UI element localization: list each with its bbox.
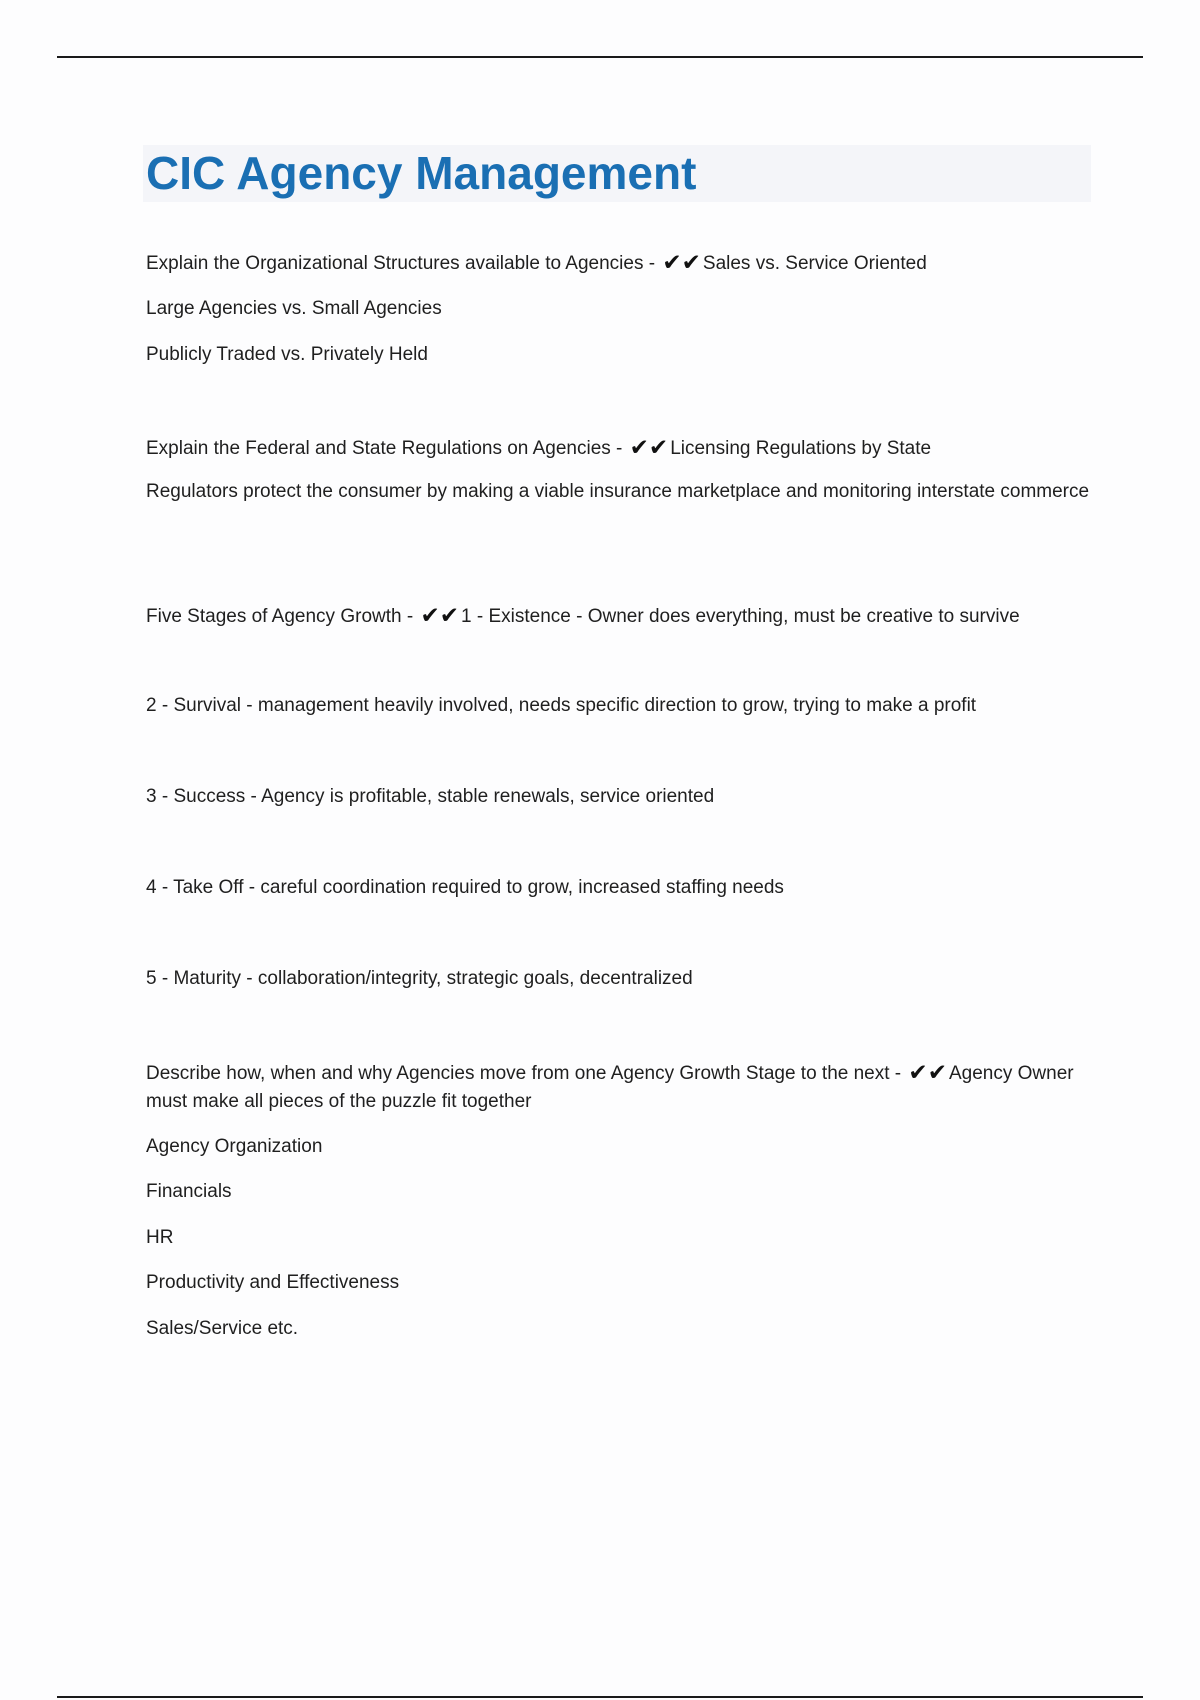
question-text: Describe how, when and why Agencies move from one Agency Growth Stage to the next - xyxy=(146,1063,902,1084)
answer-line: Regulators protect the consumer by making a viable insurance marketplace and monitoring interstate commerce xyxy=(146,481,1090,502)
bottom-rule xyxy=(57,1696,1143,1698)
double-check-icon: ✔✔ xyxy=(662,249,701,275)
answer-line: Agency Organization xyxy=(146,1136,323,1157)
question-growth-stages xyxy=(146,600,1020,632)
question-stage-transition xyxy=(146,1058,1096,1116)
answer-line: 4 - Take Off - careful coordination required to grow, increased staffing needs xyxy=(146,877,784,898)
answer-line: Large Agencies vs. Small Agencies xyxy=(146,298,442,319)
answer-line: Publicly Traded vs. Privately Held xyxy=(146,344,428,365)
answer-line: 3 - Success - Agency is profitable, stable renewals, service oriented xyxy=(146,786,715,807)
question-text: Explain the Organizational Structures available to Agencies - xyxy=(146,253,656,274)
answer-line: 5 - Maturity - collaboration/integrity, strategic goals, decentralized xyxy=(146,968,693,989)
answer-text: Sales vs. Service Oriented xyxy=(702,253,927,274)
answer-text: Licensing Regulations by State xyxy=(670,438,932,459)
question-text: Explain the Federal and State Regulations on Agencies - xyxy=(146,438,623,459)
answer-line: Productivity and Effectiveness xyxy=(146,1272,400,1293)
answer-line: Sales/Service etc. xyxy=(146,1318,299,1339)
double-check-icon: ✔✔ xyxy=(420,602,460,628)
question-organizational-structures xyxy=(146,247,927,279)
answer-text: 1 - Existence - Owner does everything, must be creative to survive xyxy=(461,606,1020,627)
question-regulations xyxy=(146,432,931,464)
double-check-icon: ✔✔ xyxy=(629,434,669,460)
answer-text: Agency Owner must make all pieces of the puzzle fit together xyxy=(146,1063,1074,1112)
answer-line: Financials xyxy=(146,1181,232,1202)
question-text: Five Stages of Agency Growth - xyxy=(146,606,414,627)
answer-line: 2 - Survival - management heavily involved, needs specific direction to grow, trying to make a profit xyxy=(146,695,977,716)
double-check-icon: ✔✔ xyxy=(908,1059,947,1085)
top-rule xyxy=(57,56,1143,58)
answer-line: HR xyxy=(146,1227,174,1248)
page-title: CIC Agency Management xyxy=(146,147,697,199)
